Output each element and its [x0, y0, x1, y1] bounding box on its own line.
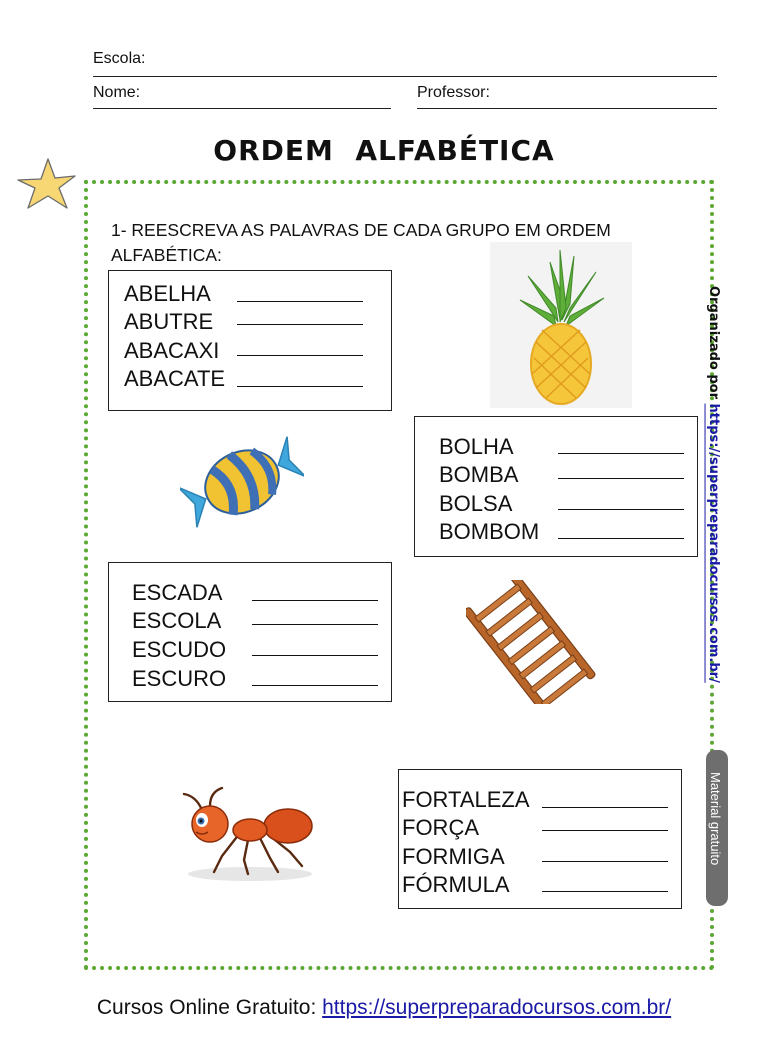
word-abacate: ABACATE [124, 366, 226, 391]
answer-line[interactable] [252, 600, 378, 601]
answer-line[interactable] [558, 453, 684, 454]
answer-line[interactable] [237, 386, 363, 387]
school-line[interactable] [93, 76, 717, 77]
word-formula: FÓRMULA [402, 872, 510, 897]
star-icon [12, 156, 78, 212]
answer-line[interactable] [558, 509, 684, 510]
answer-line[interactable] [237, 355, 363, 356]
word-abacaxi: ABACAXI [124, 338, 220, 363]
word-abelha: ABELHA [124, 281, 211, 306]
answer-line[interactable] [558, 538, 684, 539]
teacher-label: Professor: [417, 84, 490, 101]
pineapple-icon [490, 242, 632, 408]
footer-link[interactable]: https://superpreparadocursos.com.br/ [322, 996, 672, 1019]
organized-by [706, 286, 721, 683]
answer-line[interactable] [542, 830, 668, 831]
answer-line[interactable] [542, 807, 668, 808]
answer-line[interactable] [542, 861, 668, 862]
answer-line[interactable] [558, 478, 684, 479]
instruction-text: 1- REESCREVA AS PALAVRAS DE CADA GRUPO EM ORDEM ALFABÉTICA: [111, 220, 611, 265]
word-escudo: ESCUDO [132, 637, 227, 662]
word-escada: ESCADA [132, 580, 223, 605]
answer-line[interactable] [252, 685, 378, 686]
organized-by-label: Organizado por [706, 286, 721, 404]
word-escuro: ESCURO [132, 666, 227, 691]
side-link[interactable]: https://superpreparadocursos.com.br/ [706, 403, 721, 683]
ladder-icon [466, 580, 596, 704]
name-label: Nome: [93, 84, 141, 101]
ant-icon [166, 786, 326, 886]
word-forca: FORÇA [402, 815, 479, 840]
answer-line[interactable] [237, 301, 363, 302]
answer-line[interactable] [237, 324, 363, 325]
name-line[interactable] [93, 108, 391, 109]
candy-icon [180, 420, 304, 544]
word-bolha: BOLHA [439, 434, 514, 459]
answer-line[interactable] [252, 655, 378, 656]
word-abutre: ABUTRE [124, 309, 214, 334]
footer [0, 996, 768, 1020]
page-title: ORDEM ALFABÉTICA [213, 134, 555, 167]
teacher-line[interactable] [417, 108, 717, 109]
free-material-badge [706, 750, 728, 906]
word-bomba: BOMBA [439, 462, 519, 487]
word-escola: ESCOLA [132, 608, 222, 633]
word-bolsa: BOLSA [439, 491, 513, 516]
footer-label: Cursos Online Gratuito: [96, 996, 323, 1019]
free-material-label: Material gratuito [708, 772, 723, 866]
answer-line[interactable] [542, 891, 668, 892]
word-bombom: BOMBOM [439, 519, 540, 544]
word-formiga: FORMIGA [402, 844, 505, 869]
word-fortaleza: FORTALEZA [402, 787, 530, 812]
answer-line[interactable] [252, 624, 378, 625]
school-label: Escola: [93, 50, 146, 67]
